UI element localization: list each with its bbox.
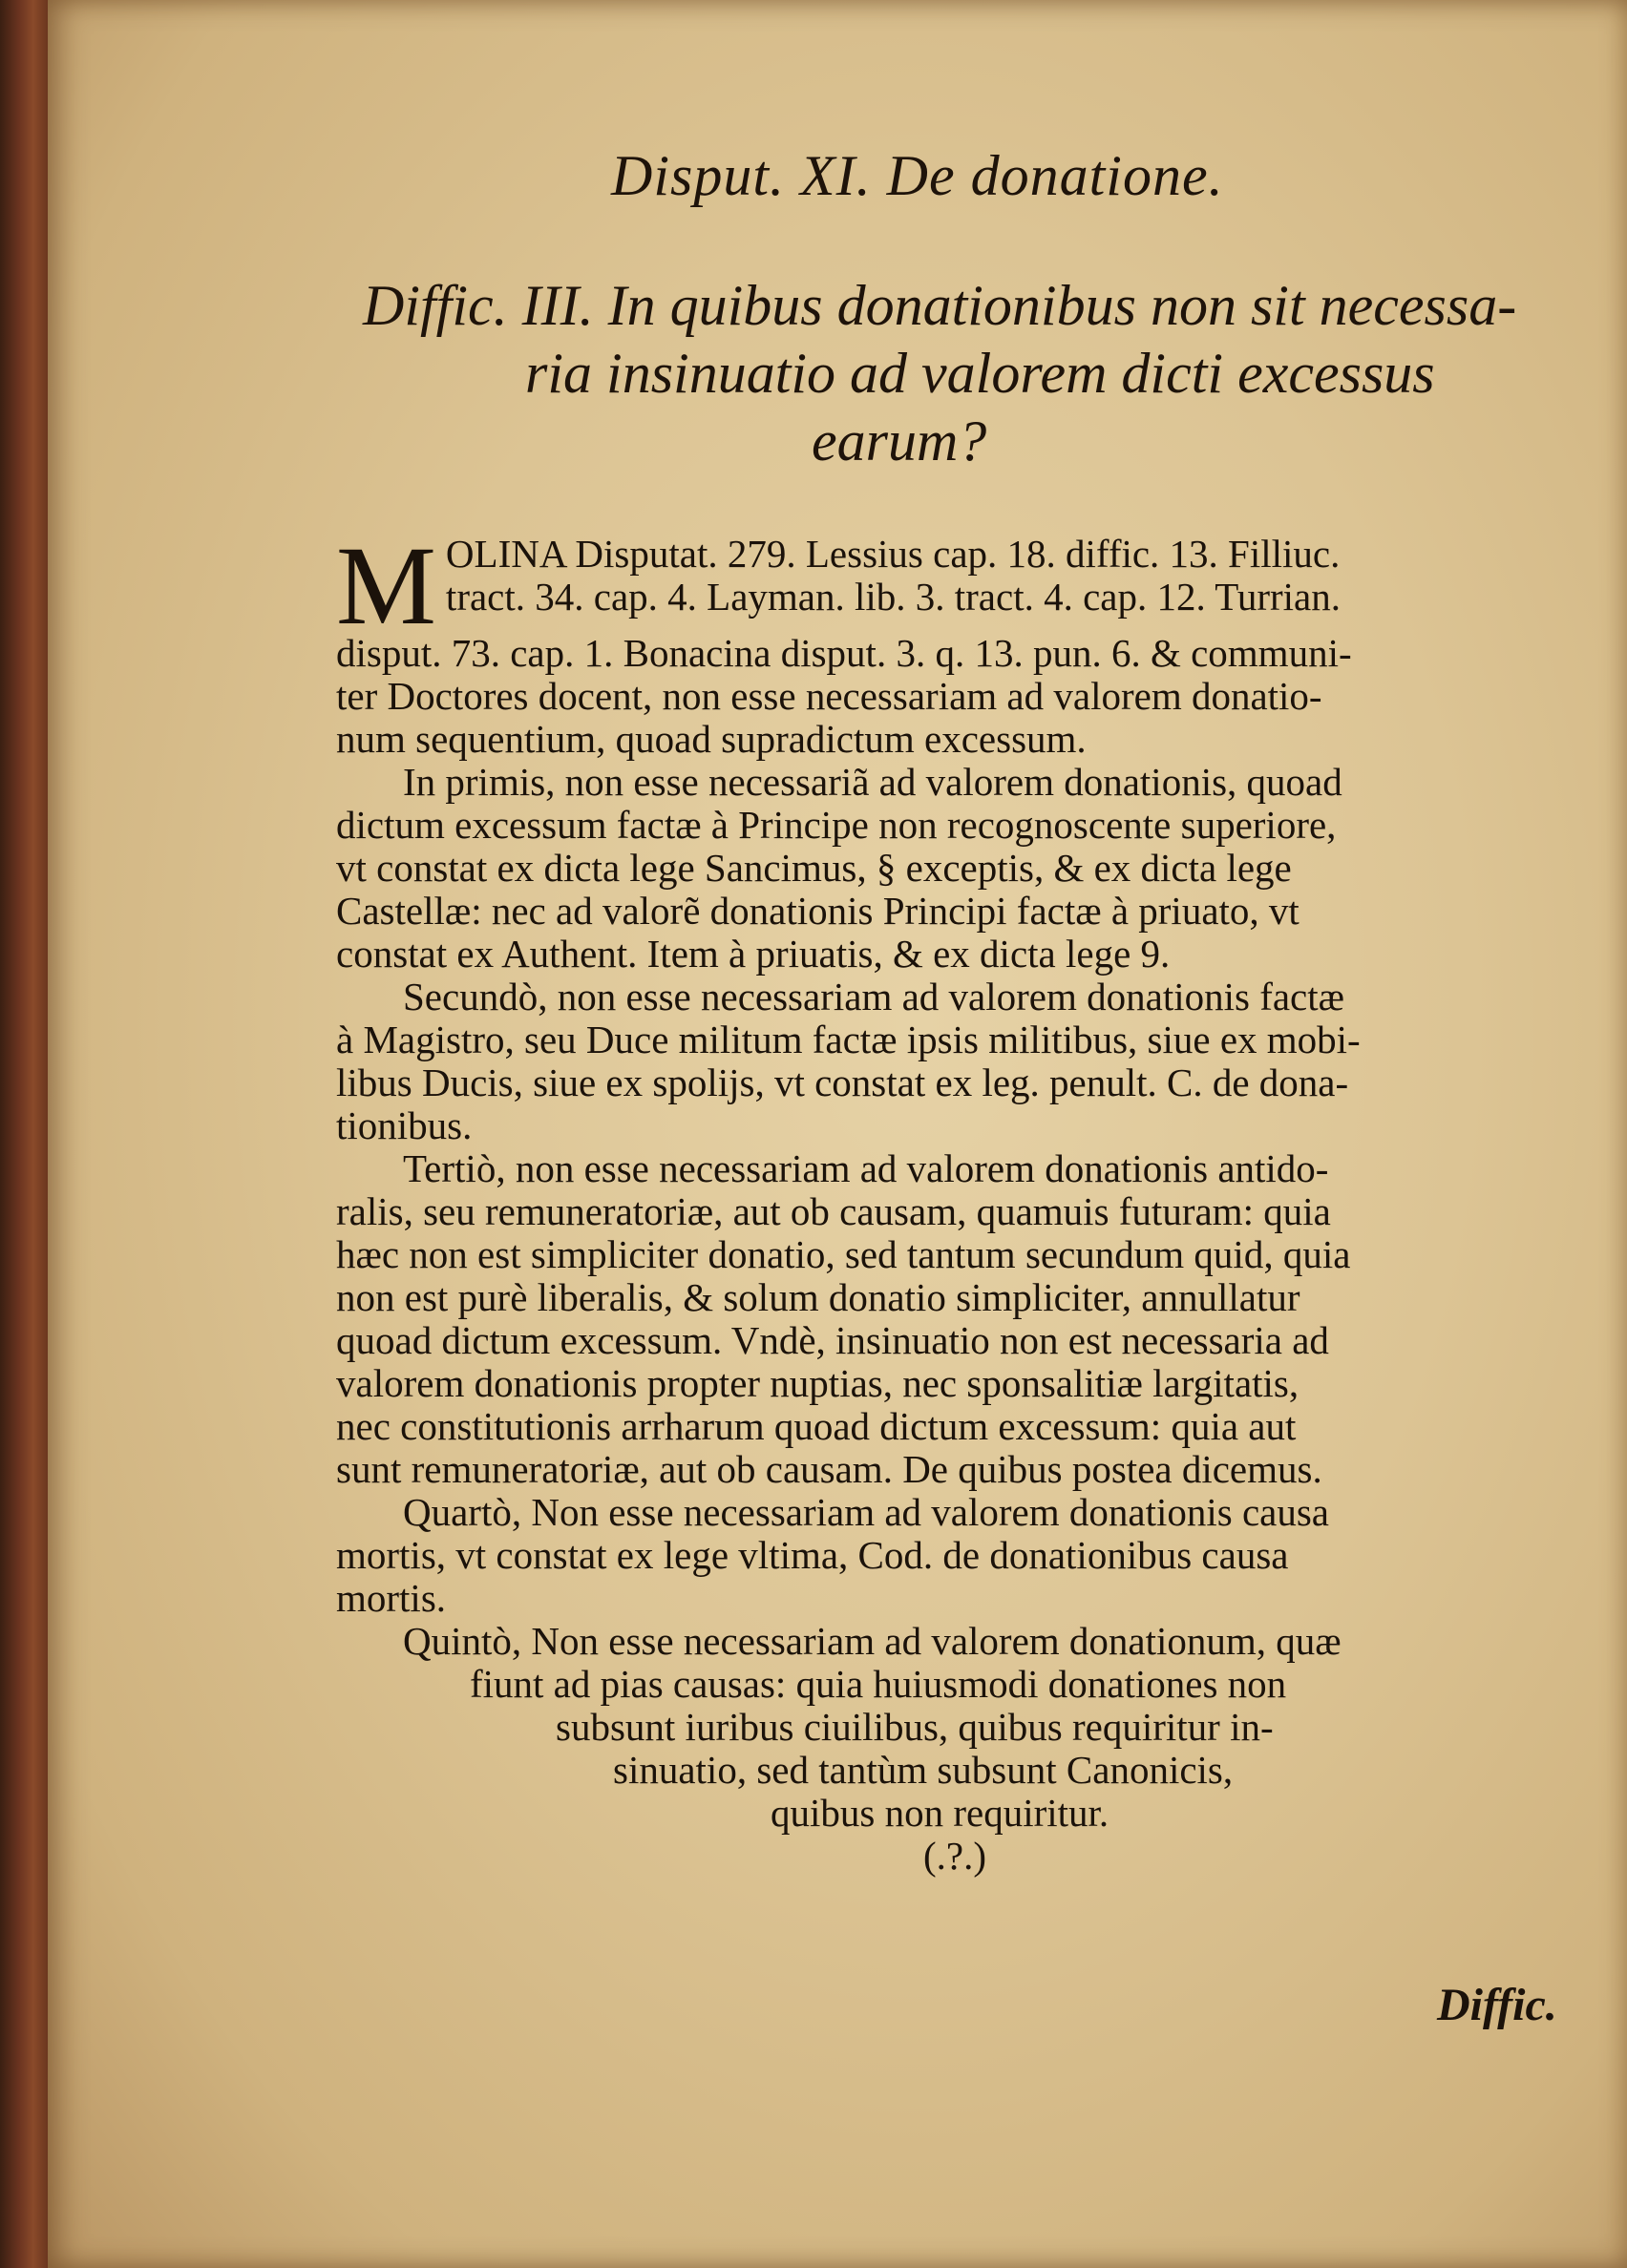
text-line: Castellæ: nec ad valorẽ donationis Principi factæ à priuato, vt bbox=[336, 889, 1299, 934]
text-line: sinuatio, sed tantùm subsunt Canonicis, bbox=[613, 1748, 1234, 1793]
heading-line: Diffic. III. In quibus donationibus non sit necessa- bbox=[363, 274, 1517, 337]
drop-cap: M bbox=[336, 523, 436, 648]
text-line: subsunt iuribus ciuilibus, quibus requiritur in- bbox=[556, 1705, 1274, 1750]
text-line: valorem donationis propter nuptias, nec sponsalitiæ largitatis, bbox=[336, 1361, 1299, 1406]
paragraph-3 bbox=[336, 977, 1568, 1149]
text-line: ralis, seu remuneratoriæ, aut ob causam, quamuis futuram: quia bbox=[336, 1189, 1331, 1234]
paragraph-2 bbox=[336, 760, 1568, 977]
text-line: Quartò, Non esse necessariam ad valorem donationis causa bbox=[403, 1490, 1330, 1535]
catchword: Diffic. bbox=[1437, 1980, 1557, 2030]
text-line: nec constitutionis arrharum quoad dictum excessum: quia aut bbox=[336, 1404, 1297, 1449]
text-line: libus Ducis, siue ex spolijs, vt constat ex leg. penult. C. de dona- bbox=[336, 1060, 1349, 1105]
text-line: ter Doctores docent, non esse necessariam ad valorem donatio- bbox=[336, 674, 1322, 719]
text-line: disput. 73. cap. 1. Bonacina disput. 3. q. 13. pun. 6. & communi- bbox=[336, 631, 1352, 676]
text-line: non est purè liberalis, & solum donatio simpliciter, annullatur bbox=[336, 1275, 1300, 1320]
text-line: constat ex Authent. Item à priuatis, & ex dicta lege 9. bbox=[336, 932, 1171, 976]
paragraph-6 bbox=[336, 1619, 1568, 1880]
paragraph-4 bbox=[336, 1146, 1568, 1493]
running-header: Disput. XI. De donatione. bbox=[611, 144, 1224, 207]
text-line: tionibus. bbox=[336, 1103, 473, 1148]
text-line: quoad dictum excessum. Vndè, insinuatio non est necessaria ad bbox=[336, 1318, 1329, 1363]
text-line: à Magistro, seu Duce militum factæ ipsis militibus, siue ex mobi- bbox=[336, 1018, 1361, 1062]
text-line: mortis. bbox=[336, 1576, 447, 1621]
section-heading bbox=[363, 272, 1623, 474]
text-line: mortis, vt constat ex lege vltima, Cod. de donationibus causa bbox=[336, 1533, 1289, 1578]
text-line: OLINA Disputat. 279. Lessius cap. 18. diffic. 13. Filliuc. bbox=[445, 532, 1341, 576]
heading-line: ria insinuatio ad valorem dicti excessus bbox=[525, 341, 1435, 405]
text-line: fiunt ad pias causas: quia huiusmodi donationes non bbox=[470, 1662, 1287, 1707]
heading-line: earum? bbox=[812, 409, 987, 472]
signature-mark: (.?.) bbox=[923, 1834, 987, 1879]
text-line: Secundò, non esse necessariam ad valorem donationis factæ bbox=[403, 975, 1344, 1019]
text-line: Tertiò, non esse necessariam ad valorem donationis antido- bbox=[403, 1146, 1329, 1191]
text-line: vt constat ex dicta lege Sancimus, § exceptis, & ex dicta lege bbox=[336, 846, 1292, 891]
text-line: Quintò, Non esse necessariam ad valorem donationum, quæ bbox=[403, 1619, 1342, 1664]
paragraph-5 bbox=[336, 1490, 1568, 1622]
text-line: quibus non requiritur. bbox=[771, 1791, 1109, 1836]
paragraph-1 bbox=[336, 523, 1568, 763]
body-text bbox=[336, 523, 1568, 1880]
text-line: In primis, non esse necessariã ad valorem donationis, quoad bbox=[403, 760, 1342, 805]
text-line: hæc non est simpliciter donatio, sed tantum secundum quid, quia bbox=[336, 1232, 1351, 1277]
text-line: sunt remuneratoriæ, aut ob causam. De quibus postea dicemus. bbox=[336, 1447, 1322, 1492]
text-line: num sequentium, quoad supradictum excessum. bbox=[336, 717, 1087, 762]
text-line: tract. 34. cap. 4. Layman. lib. 3. tract. 4. cap. 12. Turrian. bbox=[445, 575, 1341, 619]
text-line: dictum excessum factæ à Principe non recognoscente superiore, bbox=[336, 803, 1337, 848]
